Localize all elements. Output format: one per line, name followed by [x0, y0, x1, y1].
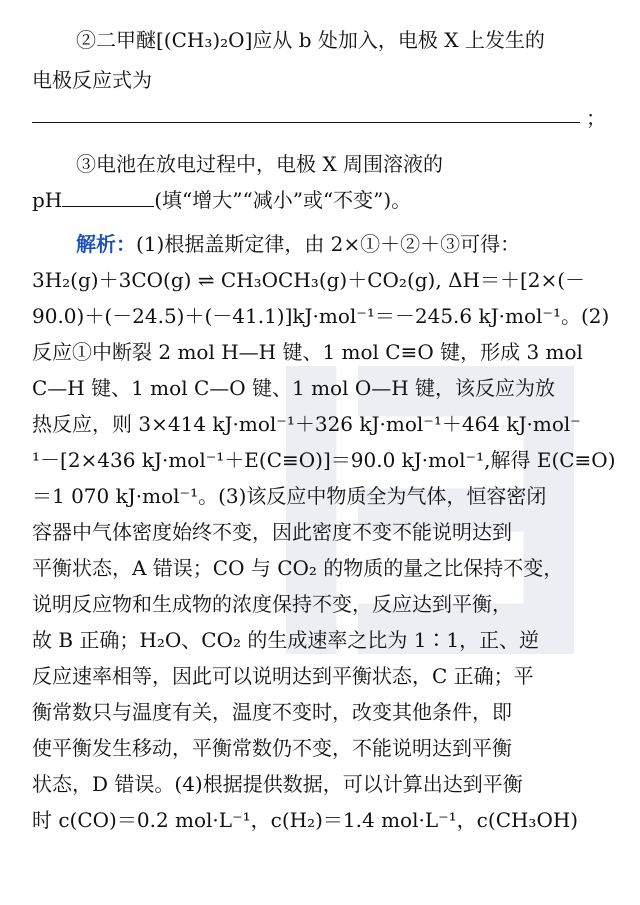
- analysis-line: 时 c(CO)＝0.2 mol·L⁻¹，c(H₂)＝1.4 mol·L⁻¹，c(CH₃OH): [32, 808, 579, 832]
- analysis-line: C—H 键、1 mol C—O 键、1 mol O—H 键，该反应为放: [32, 376, 556, 400]
- analysis-line: ＝1 070 kJ·mol⁻¹。(3)该反应中物质全为气体，恒容密闭: [32, 484, 547, 508]
- analysis-line: 说明反应物和生成物的浓度保持不变，反应达到平衡，: [32, 592, 512, 616]
- question-2-line-1: ②二甲醚[(CH₃)₂O]应从 b 处加入，电极 X 上发生的: [76, 28, 545, 52]
- analysis-line: 平衡状态，A 错误；CO 与 CO₂ 的物质的量之比保持不变，: [32, 556, 564, 580]
- analysis-line-1: [76, 230, 612, 258]
- answer-blank-line[interactable]: [32, 122, 580, 123]
- analysis-text: (1)根据盖斯定律，由 2×①＋②＋③可得：: [136, 232, 521, 256]
- analysis-line: 热反应，则 3×414 kJ·mol⁻¹＋326 kJ·mol⁻¹＋464 kJ·mol⁻: [32, 412, 581, 436]
- question-2-line-2: 电极反应式为: [32, 68, 152, 92]
- analysis-line: 状态，D 错误。(4)根据提供数据，可以计算出达到平衡: [32, 772, 523, 796]
- analysis-line: 使平衡发生移动，平衡常数仍不变，不能说明达到平衡: [32, 736, 512, 760]
- analysis-line: 反应速率相等，因此可以说明达到平衡状态，C 正确；平: [32, 664, 534, 688]
- analysis-line: 容器中气体密度始终不变，因此密度不变不能说明达到: [32, 520, 512, 544]
- analysis-line: 反应①中断裂 2 mol H—H 键、1 mol C≡O 键，形成 3 mol: [32, 340, 583, 364]
- analysis-label: 解析：: [76, 232, 136, 256]
- question-3-hint: (填“增大”“减小”或“不变”)。: [154, 188, 412, 212]
- analysis-line: 故 B 正确；H₂O、CO₂ 的生成速率之比为 1∶1，正、逆: [32, 628, 540, 652]
- ph-label: pH: [32, 188, 63, 212]
- question-3-line-1: ③电池在放电过程中，电极 X 周围溶液的: [76, 152, 443, 176]
- ph-answer-blank[interactable]: [62, 186, 154, 207]
- analysis-line: ¹－[2×436 kJ·mol⁻¹＋E(C≡O)]＝90.0 kJ·mol⁻¹,解得 E(C≡O): [32, 448, 616, 472]
- analysis-line: 3H₂(g)＋3CO(g) ⇌ CH₃OCH₃(g)＋CO₂(g), ΔH＝＋[2×(－: [32, 268, 586, 292]
- analysis-line: 衡常数只与温度有关，温度不变时，改变其他条件，即: [32, 700, 512, 724]
- semicolon: ；: [586, 106, 606, 130]
- analysis-line: 90.0)＋(－24.5)＋(－41.1)]kJ·mol⁻¹＝－245.6 kJ·mol⁻¹。(2): [32, 304, 610, 328]
- question-3-line-2: [32, 186, 612, 214]
